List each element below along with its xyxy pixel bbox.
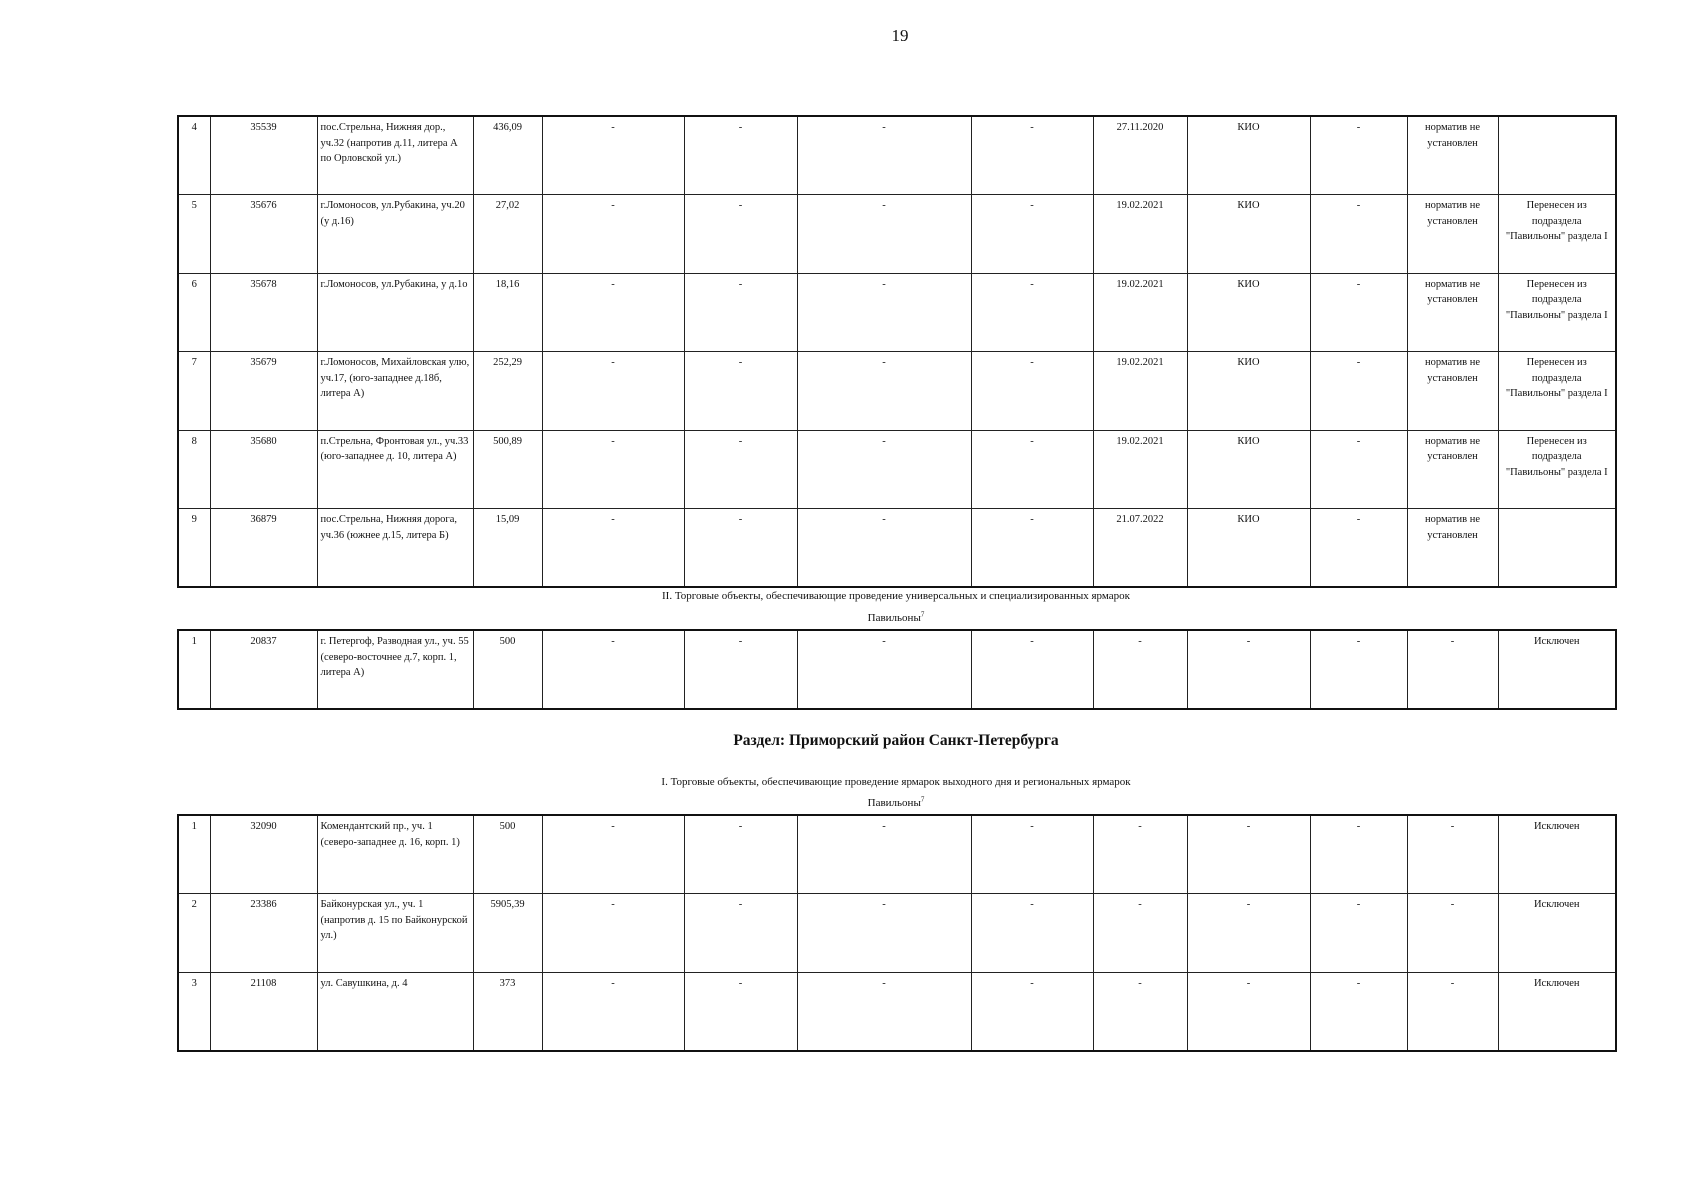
cell-c8: - [971,630,1093,709]
cell-address: ул. Савушкина, д. 4 [317,972,473,1051]
cell-address: г.Ломоносов, ул.Рубакина, уч.20 (у д.16) [317,195,473,274]
cell-c7: - [797,630,971,709]
pavilions-caption-b [177,797,1615,809]
cell-note: Перенесен из подраздела "Павильоны" раздела I [1498,352,1616,431]
pavilions-label: Павильоны [867,612,921,624]
cell-id: 36879 [210,509,317,588]
cell-c7: - [797,894,971,973]
cell-c7: - [797,273,971,352]
cell-date: 19.02.2021 [1093,430,1187,509]
pavilions-caption-a [177,612,1615,624]
cell-c5: - [542,116,684,195]
cell-address: г.Ломоносов, ул.Рубакина, у д.1о [317,273,473,352]
cell-c8: - [971,509,1093,588]
cell-c6: - [684,352,797,431]
cell-c8: - [971,815,1093,894]
cell-date: - [1093,815,1187,894]
cell-c6: - [684,630,797,709]
cell-area: 18,16 [473,273,542,352]
cell-note: Исключен [1498,630,1616,709]
cell-c6: - [684,972,797,1051]
cell-c5: - [542,630,684,709]
cell-note: Перенесен из подраздела "Павильоны" раздела I [1498,273,1616,352]
table-row [178,894,1616,973]
cell-id: 35678 [210,273,317,352]
registry-table-fairs [177,629,1617,710]
cell-n: 6 [178,273,210,352]
cell-c7: - [797,352,971,431]
table-row [178,352,1616,431]
cell-c8: - [971,273,1093,352]
cell-c11: - [1310,972,1407,1051]
page-number: 19 [891,26,909,45]
cell-status: норматив не установлен [1407,352,1498,431]
cell-date: 19.02.2021 [1093,273,1187,352]
cell-status: - [1407,894,1498,973]
cell-c6: - [684,509,797,588]
table-row [178,509,1616,588]
cell-org: - [1187,894,1310,973]
cell-c5: - [542,894,684,973]
cell-status: норматив не установлен [1407,430,1498,509]
cell-area: 15,09 [473,509,542,588]
cell-c8: - [971,195,1093,274]
cell-c5: - [542,430,684,509]
cell-n: 8 [178,430,210,509]
cell-c7: - [797,972,971,1051]
cell-status: норматив не установлен [1407,116,1498,195]
cell-n: 9 [178,509,210,588]
cell-status: - [1407,815,1498,894]
cell-c7: - [797,195,971,274]
cell-c8: - [971,352,1093,431]
table-row [178,195,1616,274]
cell-org: КИО [1187,352,1310,431]
cell-note: Перенесен из подраздела "Павильоны" раздела I [1498,430,1616,509]
cell-id: 32090 [210,815,317,894]
cell-status: норматив не установлен [1407,509,1498,588]
table-row [178,972,1616,1051]
cell-org: - [1187,630,1310,709]
cell-status: - [1407,630,1498,709]
cell-c6: - [684,116,797,195]
cell-c6: - [684,195,797,274]
cell-org: КИО [1187,430,1310,509]
cell-c5: - [542,972,684,1051]
section-ii-caption: II. Торговые объекты, обеспечивающие проведение универсальных и специализированных ярмарок [662,590,1130,602]
cell-note: Исключен [1498,972,1616,1051]
cell-c11: - [1310,630,1407,709]
cell-note: Перенесен из подраздела "Павильоны" раздела I [1498,195,1616,274]
section-title: Раздел: Приморский район Санкт-Петербурга [733,732,1059,749]
cell-address: г. Петергоф, Разводная ул., уч. 55 (северо-восточнее д.7, корп. 1, литера А) [317,630,473,709]
cell-address: пос.Стрельна, Нижняя дорога, уч.36 (южнее д.15, литера Б) [317,509,473,588]
cell-n: 3 [178,972,210,1051]
footnote-mark: 7 [920,610,925,619]
cell-area: 373 [473,972,542,1051]
cell-c6: - [684,430,797,509]
cell-note: Исключен [1498,815,1616,894]
registry-table-kiosks [177,115,1617,588]
cell-c11: - [1310,509,1407,588]
cell-c7: - [797,509,971,588]
cell-n: 2 [178,894,210,973]
cell-org: КИО [1187,273,1310,352]
cell-c5: - [542,273,684,352]
cell-id: 21108 [210,972,317,1051]
cell-id: 20837 [210,630,317,709]
cell-c11: - [1310,430,1407,509]
cell-c6: - [684,894,797,973]
cell-id: 35676 [210,195,317,274]
cell-status: норматив не установлен [1407,195,1498,274]
registry-table-primorsky [177,814,1617,1052]
table-row [178,630,1616,709]
cell-id: 35680 [210,430,317,509]
cell-date: - [1093,894,1187,973]
cell-area: 436,09 [473,116,542,195]
cell-note: Исключен [1498,894,1616,973]
cell-c8: - [971,972,1093,1051]
cell-c11: - [1310,195,1407,274]
cell-c11: - [1310,894,1407,973]
table-row [178,273,1616,352]
cell-c8: - [971,894,1093,973]
cell-n: 1 [178,630,210,709]
cell-org: - [1187,972,1310,1051]
cell-status: - [1407,972,1498,1051]
cell-address: п.Стрельна, Фронтовая ул., уч.33 (юго-западнее д. 10, литера А) [317,430,473,509]
cell-date: - [1093,630,1187,709]
cell-date: - [1093,972,1187,1051]
cell-c8: - [971,116,1093,195]
cell-address: Байконурская ул., уч. 1 (напротив д. 15 по Байконурской ул.) [317,894,473,973]
footnote-mark: 7 [920,795,925,804]
cell-c11: - [1310,273,1407,352]
cell-org: КИО [1187,509,1310,588]
cell-c7: - [797,430,971,509]
cell-c5: - [542,815,684,894]
cell-org: - [1187,815,1310,894]
cell-date: 21.07.2022 [1093,509,1187,588]
cell-address: Комендантский пр., уч. 1 (северо-западнее д. 16, корп. 1) [317,815,473,894]
cell-c7: - [797,116,971,195]
cell-date: 27.11.2020 [1093,116,1187,195]
cell-date: 19.02.2021 [1093,352,1187,431]
cell-org: КИО [1187,195,1310,274]
cell-c5: - [542,195,684,274]
cell-c11: - [1310,815,1407,894]
cell-area: 27,02 [473,195,542,274]
section-i-caption: I. Торговые объекты, обеспечивающие проведение ярмарок выходного дня и региональных ярмарок [661,776,1131,788]
cell-note [1498,116,1616,195]
cell-c5: - [542,509,684,588]
cell-c5: - [542,352,684,431]
cell-area: 252,29 [473,352,542,431]
cell-n: 5 [178,195,210,274]
table-row [178,430,1616,509]
cell-status: норматив не установлен [1407,273,1498,352]
table-row [178,815,1616,894]
cell-address: пос.Стрельна, Нижняя дор., уч.32 (напротив д.11, литера А по Орловской ул.) [317,116,473,195]
cell-c11: - [1310,352,1407,431]
cell-date: 19.02.2021 [1093,195,1187,274]
cell-c6: - [684,273,797,352]
cell-c8: - [971,430,1093,509]
cell-area: 5905,39 [473,894,542,973]
cell-c6: - [684,815,797,894]
cell-id: 35679 [210,352,317,431]
cell-area: 500,89 [473,430,542,509]
cell-note [1498,509,1616,588]
table-row [178,116,1616,195]
cell-c7: - [797,815,971,894]
cell-id: 23386 [210,894,317,973]
cell-id: 35539 [210,116,317,195]
cell-area: 500 [473,815,542,894]
cell-c11: - [1310,116,1407,195]
cell-n: 7 [178,352,210,431]
cell-area: 500 [473,630,542,709]
cell-address: г.Ломоносов, Михайловская улю, уч.17, (юго-западнее д.18б, литера А) [317,352,473,431]
cell-n: 1 [178,815,210,894]
cell-n: 4 [178,116,210,195]
pavilions-label: Павильоны [867,797,921,809]
cell-org: КИО [1187,116,1310,195]
